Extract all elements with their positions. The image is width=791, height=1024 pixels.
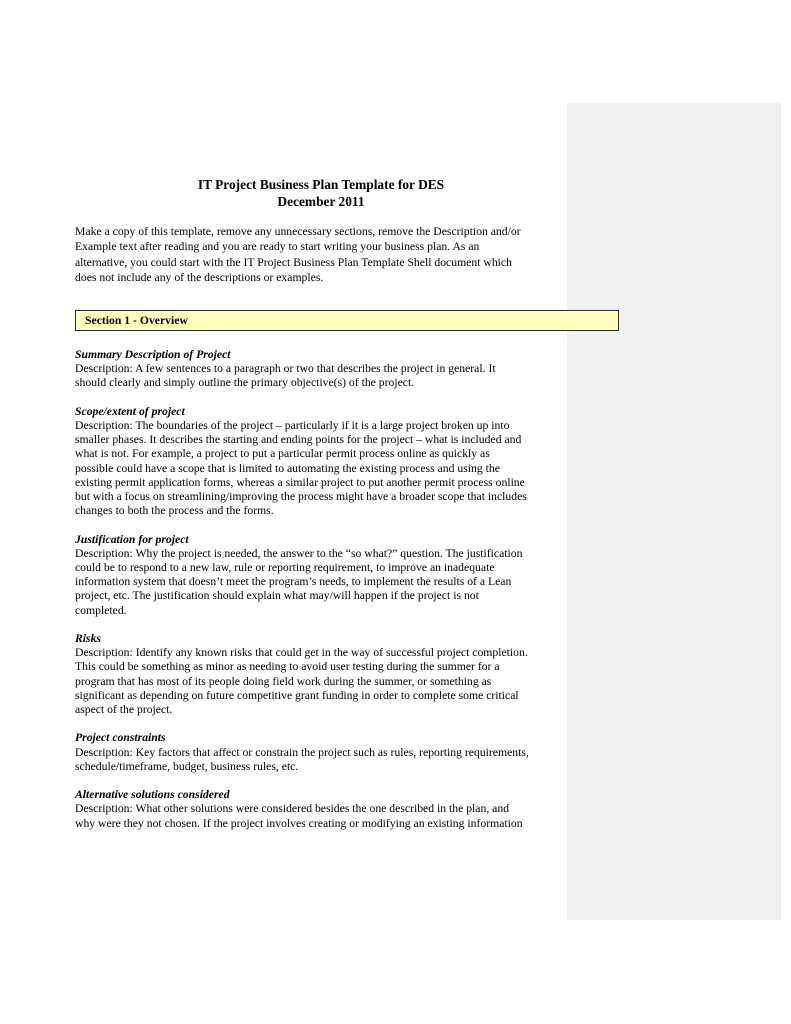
section-heading: Risks	[75, 632, 101, 646]
section-alternatives	[75, 788, 567, 831]
description-line: why were they not chosen. If the project involves creating or modifying an existing information	[75, 816, 523, 830]
description-line: could be to respond to a new law, rule or reporting requirement, to improve an inadequate	[75, 561, 495, 575]
section-header-overview: Section 1 - Overview	[75, 310, 619, 331]
description-line: significant as depending on future competitive grant funding in order to complete some critical	[75, 688, 519, 702]
document-title	[75, 177, 567, 210]
section-scope	[75, 405, 567, 519]
section-heading: Alternative solutions considered	[75, 788, 230, 802]
intro-line: Example text after reading and you are ready to start writing your business plan. As an	[75, 240, 480, 254]
section-summary-description	[75, 348, 567, 391]
description-line: This could be something as minor as needing to avoid user testing during the summer for a	[75, 660, 500, 674]
description-line: Description: A few sentences to a paragraph or two that describes the project in general. It	[75, 362, 496, 376]
description-line: existing permit application forms, whereas a similar project to put another permit process online	[75, 475, 525, 489]
description-line: aspect of the project.	[75, 703, 173, 717]
description-line: what is not. For example, a project to put a particular permit process online as quickly as	[75, 447, 490, 461]
title-line-1: IT Project Business Plan Template for DES	[197, 177, 445, 192]
section-heading: Justification for project	[75, 532, 189, 546]
section-risks	[75, 632, 567, 717]
description-line: project, etc. The justification should explain what may/will happen if the project is not	[75, 589, 479, 603]
description-line: schedule/timeframe, budget, business rules, etc.	[75, 759, 299, 773]
description-line: but with a focus on streamlining/improving the process might have a broader scope that includes	[75, 490, 527, 504]
description-line: smaller phases. It describes the starting and ending points for the project – what is included and	[75, 433, 522, 447]
description-line: should clearly and simply outline the primary objective(s) of the project.	[75, 376, 415, 390]
intro-paragraph	[75, 224, 567, 286]
description-line: Description: What other solutions were considered besides the one described in the plan, and	[75, 802, 510, 816]
intro-line: Make a copy of this template, remove any unnecessary sections, remove the Description and/or	[75, 225, 521, 238]
description-line: possible could have a scope that is limited to automating the existing process and using the	[75, 461, 500, 475]
comment-margin-pane	[567, 103, 781, 920]
section-constraints	[75, 731, 567, 774]
intro-line: does not include any of the descriptions or examples.	[75, 271, 324, 285]
section-heading: Scope/extent of project	[75, 404, 185, 418]
section-heading: Project constraints	[75, 731, 166, 745]
description-line: completed.	[75, 603, 127, 617]
title-line-2: December 2011	[277, 193, 365, 209]
description-line: Description: Identify any known risks that could get in the way of successful project completion.	[75, 646, 528, 660]
description-line: changes to both the process and the forms.	[75, 504, 274, 518]
description-line: Description: Key factors that affect or constrain the project such as rules, reporting requirements,	[75, 745, 529, 759]
description-line: Description: The boundaries of the project – particularly if it is a large project broken up into	[75, 419, 510, 432]
section-body	[75, 348, 567, 845]
description-line: information system that doesn’t meet the program’s needs, to implement the results of a Lean	[75, 575, 512, 589]
section-justification	[75, 533, 567, 618]
section-heading: Summary Description of Project	[75, 348, 231, 361]
description-line: program that has most of its people doing field work during the summer, or something as	[75, 674, 492, 688]
description-line: Description: Why the project is needed, the answer to the “so what?” question. The justification	[75, 546, 523, 560]
intro-line: alternative, you could start with the IT Project Business Plan Template Shell document which	[75, 255, 512, 269]
